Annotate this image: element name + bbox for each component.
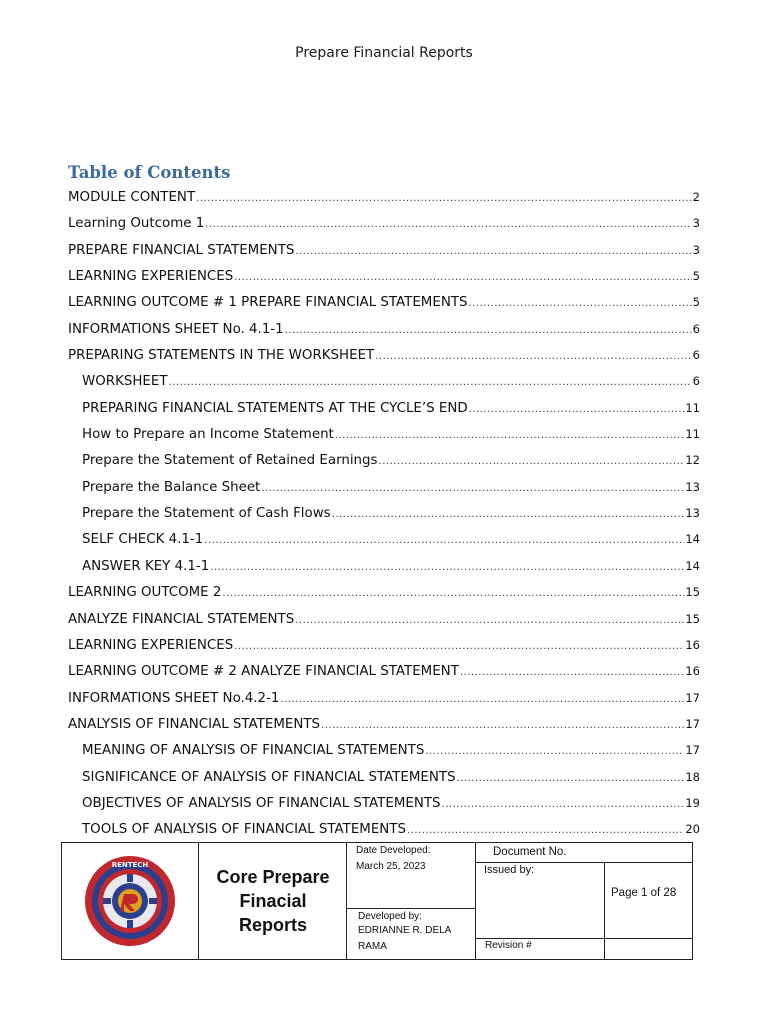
date-developed-value: March 25, 2023	[356, 861, 426, 872]
toc-entry-page: 13	[685, 506, 700, 521]
toc-entry-page: 14	[685, 532, 700, 547]
toc-leader-dots	[457, 766, 685, 792]
toc-entry-page: 6	[692, 321, 700, 336]
footer-divider	[475, 938, 692, 939]
toc-entry[interactable]	[68, 263, 700, 289]
issued-by-label: Issued by:	[484, 864, 535, 876]
module-title-line: Reports	[238, 915, 307, 935]
toc-list	[68, 184, 700, 843]
toc-entry-page: 3	[692, 216, 700, 231]
toc-entry-page: 5	[692, 295, 700, 310]
revision-label: Revision #	[485, 940, 532, 951]
toc-leader-dots	[295, 608, 684, 634]
toc-entry[interactable]	[68, 790, 700, 816]
toc-entry-title: MODULE CONTENT	[68, 190, 196, 205]
toc-entry-title: LEARNING OUTCOME 2	[68, 585, 222, 601]
toc-entry[interactable]	[68, 685, 700, 711]
developer-name: RAMA	[358, 941, 387, 952]
toc-entry[interactable]	[68, 526, 700, 552]
toc-leader-dots	[261, 476, 684, 502]
developer-name: EDRIANNE R. DELA	[358, 925, 452, 936]
toc-entry[interactable]	[68, 447, 700, 473]
toc-leader-dots	[222, 581, 684, 607]
toc-entry-title: PREPARING STATEMENTS IN THE WORKSHEET	[68, 348, 375, 364]
toc-entry-title: PREPARE FINANCIAL STATEMENTS	[68, 242, 295, 258]
toc-entry[interactable]	[68, 816, 700, 842]
toc-entry[interactable]	[68, 342, 700, 368]
toc-entry-title: WORKSHEET	[82, 374, 168, 390]
toc-leader-dots	[169, 370, 692, 396]
toc-entry-title: INFORMATIONS SHEET No.4.2-1	[68, 690, 280, 706]
toc-entry-page: 12	[685, 453, 700, 468]
footer-divider	[475, 862, 692, 863]
toc-entry-title: Prepare the Balance Sheet	[82, 479, 261, 495]
toc-entry-page: 2	[692, 190, 700, 204]
toc-entry[interactable]	[68, 500, 700, 526]
toc-entry[interactable]	[68, 632, 700, 658]
toc-entry-title: OBJECTIVES OF ANALYSIS OF FINANCIAL STATEMENTS	[82, 795, 441, 811]
toc-entry[interactable]	[68, 606, 700, 632]
svg-text:RENTECH: RENTECH	[111, 861, 149, 869]
toc-entry-title: ANSWER KEY 4.1-1	[82, 558, 210, 574]
toc-entry-page: 16	[685, 637, 700, 652]
toc-entry-title: How to Prepare an Income Statement	[82, 427, 334, 443]
toc-leader-dots	[280, 687, 684, 713]
toc-entry-title: SELF CHECK 4.1-1	[82, 532, 204, 548]
footer-divider	[604, 863, 605, 959]
toc-entry-title: Prepare the Statement of Cash Flows	[82, 506, 331, 522]
toc-entry-page: 15	[685, 585, 700, 600]
toc-entry[interactable]	[68, 368, 700, 394]
toc-entry-title: PREPARING FINANCIAL STATEMENTS AT THE CYCLE’S END	[82, 400, 468, 416]
toc-leader-dots	[379, 449, 685, 475]
toc-entry-title: ANALYZE FINANCIAL STATEMENTS	[68, 611, 295, 627]
toc-leader-dots	[332, 502, 685, 528]
toc-entry-title: Learning Outcome 1	[68, 216, 205, 232]
toc-entry-page: 11	[685, 427, 700, 442]
toc-leader-dots	[204, 528, 684, 554]
toc-entry-title: LEARNING OUTCOME # 2 ANALYZE FINANCIAL STATEMENT	[68, 664, 459, 680]
toc-entry-title: INFORMATIONS SHEET No. 4.1-1	[68, 321, 284, 337]
toc-entry-title: LEARNING OUTCOME # 1 PREPARE FINANCIAL STATEMENTS	[68, 295, 468, 311]
document-number-label: Document No.	[493, 846, 567, 858]
toc-entry-page: 6	[692, 348, 700, 363]
toc-entry[interactable]	[68, 737, 700, 763]
page-number: Page 1 of 28	[611, 887, 677, 899]
toc-entry[interactable]	[68, 237, 700, 263]
toc-entry[interactable]	[68, 474, 700, 500]
toc-entry[interactable]	[68, 289, 700, 315]
toc-entry-title: MEANING OF ANALYSIS OF FINANCIAL STATEMENTS	[82, 743, 425, 759]
toc-leader-dots	[407, 818, 684, 844]
toc-entry-page: 11	[685, 400, 700, 415]
toc-entry-title: LEARNING EXPERIENCES	[68, 637, 234, 653]
toc-entry[interactable]	[68, 553, 700, 579]
developed-by-label: Developed by:	[358, 911, 422, 922]
toc-leader-dots	[285, 318, 692, 344]
toc-entry-page: 17	[685, 716, 700, 731]
footer-divider	[475, 843, 476, 959]
toc-entry-page: 17	[685, 690, 700, 705]
toc-entry[interactable]	[68, 316, 700, 342]
toc-leader-dots	[196, 186, 692, 212]
toc-entry[interactable]	[68, 658, 700, 684]
toc-leader-dots	[425, 739, 684, 765]
toc-entry[interactable]	[68, 184, 700, 210]
toc-entry-page: 15	[685, 611, 700, 626]
toc-entry-title: SIGNIFICANCE OF ANALYSIS OF FINANCIAL STATEMENTS	[82, 769, 456, 785]
date-developed-label: Date Developed:	[356, 845, 431, 856]
toc-entry[interactable]	[68, 395, 700, 421]
toc-leader-dots	[234, 634, 684, 660]
toc-leader-dots	[460, 660, 684, 686]
toc-entry-page: 6	[692, 374, 700, 389]
toc-entry[interactable]	[68, 421, 700, 447]
toc-entry-page: 19	[685, 795, 700, 810]
institution-logo	[62, 843, 198, 959]
toc-leader-dots	[442, 792, 685, 818]
document-footer-table	[61, 842, 693, 960]
toc-entry[interactable]	[68, 579, 700, 605]
footer-divider	[346, 908, 475, 909]
toc-leader-dots	[469, 397, 685, 423]
module-title-line: Finacial	[239, 891, 307, 911]
toc-entry-page: 20	[685, 822, 700, 837]
toc-leader-dots	[205, 212, 691, 238]
toc-entry-page: 16	[685, 664, 700, 679]
institution-seal-icon	[83, 854, 177, 948]
toc-entry[interactable]	[68, 210, 700, 236]
toc-entry-page: 18	[685, 769, 700, 784]
module-title-line: Core Prepare	[216, 867, 330, 887]
toc-entry-page: 5	[692, 269, 700, 284]
toc-entry-title: LEARNING EXPERIENCES	[68, 269, 234, 285]
toc-leader-dots	[375, 344, 691, 370]
toc-entry-page: 13	[685, 479, 700, 494]
toc-entry[interactable]	[68, 764, 700, 790]
toc-leader-dots	[295, 239, 691, 265]
toc-entry-page: 14	[685, 558, 700, 573]
toc-entry-title: TOOLS OF ANALYSIS OF FINANCIAL STATEMENTS	[82, 822, 407, 838]
toc-leader-dots	[210, 555, 684, 581]
module-title	[199, 843, 347, 959]
toc-leader-dots	[321, 713, 684, 739]
toc-leader-dots	[469, 291, 692, 317]
toc-entry-page: 17	[685, 743, 700, 758]
toc-entry-title: Prepare the Statement of Retained Earnings	[82, 453, 378, 469]
toc-entry[interactable]	[68, 711, 700, 737]
page-header-title: Prepare Financial Reports	[295, 45, 473, 61]
toc-entry-page: 3	[692, 242, 700, 257]
toc-leader-dots	[234, 265, 691, 291]
toc-entry-title: ANALYSIS OF FINANCIAL STATEMENTS	[68, 716, 321, 732]
toc-leader-dots	[335, 423, 685, 449]
toc-heading: Table of Contents	[68, 163, 231, 182]
